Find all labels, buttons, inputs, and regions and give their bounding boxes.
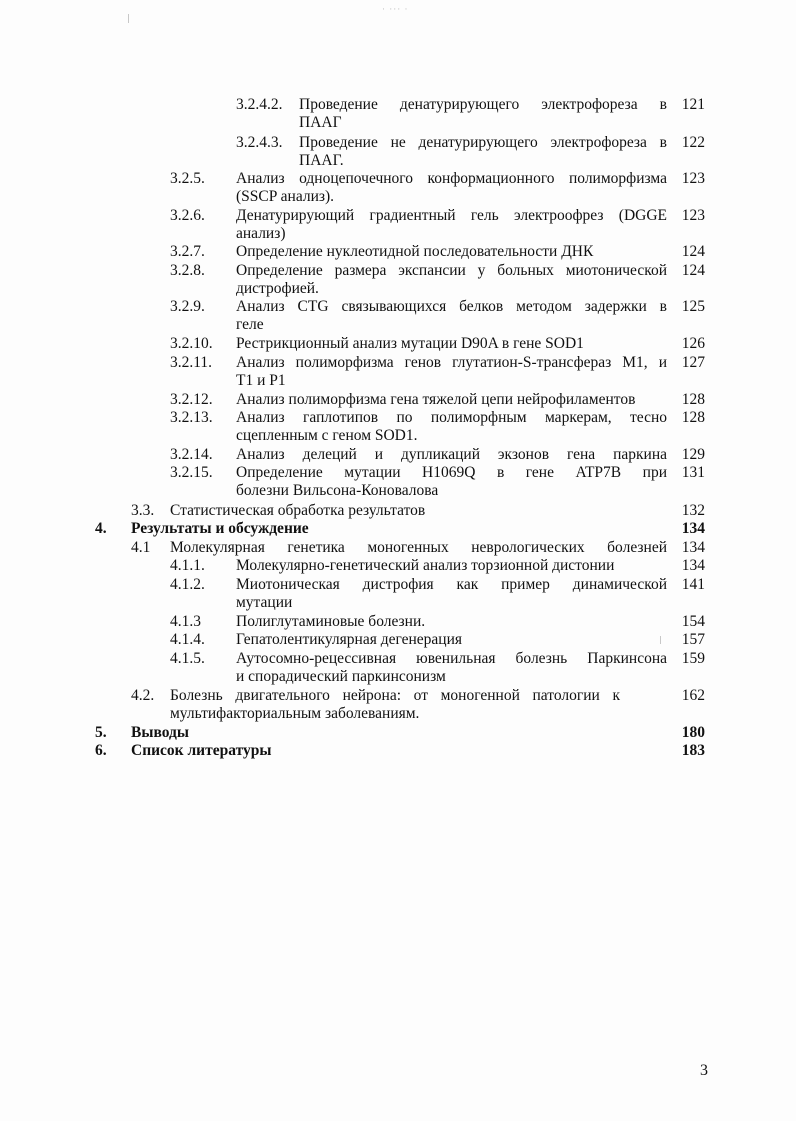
toc-entry-title-continuation: мультифакториальным заболеваниям.	[170, 705, 420, 722]
toc-entry-title-line: Болезнь двигательного нейрона: от моногенной патологии к	[170, 687, 620, 704]
toc-entry-number: 5.	[95, 724, 107, 741]
toc-entry-title	[236, 650, 667, 686]
toc-entry-number: 3.2.14.	[170, 446, 213, 463]
toc-entry-page: 129	[681, 446, 705, 463]
toc-entry-page: 128	[681, 409, 705, 426]
toc-entry-title	[236, 576, 667, 612]
toc-entry-number: 3.2.13.	[170, 409, 213, 426]
toc-entry-page: 121	[681, 96, 705, 113]
toc-entry-number: 4.	[95, 520, 107, 537]
toc-entry-title-line: Определение нуклеотидной последовательности ДНК	[236, 243, 594, 260]
toc-entry-title-line: Определение мутации H1069Q в гене ATP7B при	[236, 464, 667, 481]
toc-entry-title-line: Миотоническая дистрофия как пример динамической	[236, 576, 667, 593]
toc-entry-page: 125	[681, 298, 705, 315]
toc-entry-title	[236, 335, 667, 353]
toc-entry-number: 3.2.6.	[170, 207, 205, 224]
toc-entry-title-line: Денатурирующий градиентный гель электроофрез (DGGE	[236, 207, 667, 224]
toc-entry-title-continuation: T1 и P1	[236, 372, 286, 389]
toc-entry-page: 159	[681, 650, 705, 667]
page-number: 3	[700, 1062, 708, 1079]
toc-entry-number: 4.1.1.	[170, 557, 205, 574]
toc-entry-title-line: Проведение не денатурирующего электрофореза в	[299, 134, 667, 151]
toc-entry-number: 4.1.5.	[170, 650, 205, 667]
toc-entry-number: 3.2.7.	[170, 243, 205, 260]
toc-entry-page: 131	[681, 464, 705, 481]
toc-entry-page: 126	[681, 335, 705, 352]
toc-entry-page: 134	[681, 557, 705, 574]
toc-entry-number: 3.2.9.	[170, 298, 205, 315]
toc-entry-page: 128	[681, 391, 705, 408]
toc-entry-number: 3.2.10.	[170, 335, 213, 352]
toc-entry-title-continuation: ПААГ.	[299, 152, 344, 169]
toc-entry-title-line: Анализ полиморфизма гена тяжелой цепи нейрофиламентов	[236, 391, 636, 408]
toc-entry-number: 3.2.8.	[170, 262, 205, 279]
toc-entry-title	[236, 557, 667, 575]
toc-entry-page: 157	[681, 631, 705, 648]
toc-entry-title-line: Анализ одноцепочечного конформационного полиморфизма	[236, 170, 667, 187]
toc-entry-title	[236, 298, 667, 334]
toc-entry-title	[236, 631, 667, 649]
toc-entry-number: 3.2.4.3.	[236, 134, 283, 151]
toc-entry-title-line: Гепатолентикулярная дегенерация	[236, 631, 463, 648]
toc-entry-title-line: Список литературы	[131, 742, 272, 759]
toc-entry-page: 180	[681, 724, 705, 741]
toc-entry-title	[170, 687, 620, 723]
toc-entry-number: 4.1.2.	[170, 576, 205, 593]
toc-entry-title	[236, 243, 667, 261]
toc-entry-title	[236, 354, 667, 390]
toc-entry-title	[236, 409, 667, 445]
toc-entry-title-line: Аутосомно-рецессивная ювенильная болезнь Паркинсона	[236, 650, 667, 667]
toc-entry-title	[170, 502, 667, 520]
toc-entry-page: 124	[681, 243, 705, 260]
toc-entry-title-line: Определение размера экспансии у больных миотонической	[236, 262, 667, 279]
toc-entry-title	[236, 464, 667, 500]
toc-entry-page: 122	[681, 134, 705, 151]
toc-entry-page: 154	[681, 613, 705, 630]
toc-entry-number: 4.1.3	[170, 613, 201, 630]
toc-entry-title-continuation: ПААГ	[299, 114, 342, 131]
toc-entry-page: 141	[681, 576, 705, 593]
toc-entry-title-line: Анализ полиморфизма генов глутатион-S-трансфераз M1, и	[236, 354, 667, 371]
toc-entry-title-line: Молекулярно-генетический анализ торзионной дистонии	[236, 557, 615, 574]
toc-entry-page: 132	[681, 502, 705, 519]
toc-entry-title-line: Проведение денатурирующего электрофореза в	[299, 96, 667, 113]
toc-entry-page: 127	[681, 354, 705, 371]
toc-entry-number: 6.	[95, 742, 107, 759]
toc-entry-title-line: Полиглутаминовые болезни.	[236, 613, 426, 630]
toc-entry-title	[131, 742, 667, 760]
toc-entry-page: 162	[681, 687, 705, 704]
scan-artifact	[128, 14, 129, 23]
toc-entry-title-continuation: геле	[236, 316, 264, 333]
toc-entry-title	[236, 262, 667, 298]
toc-entry-title	[236, 446, 667, 464]
toc-entry-number: 4.1.4.	[170, 631, 205, 648]
toc-entry-title-line: Статистическая обработка результатов	[170, 502, 426, 519]
toc-entry-title	[131, 724, 667, 742]
toc-entry-title-continuation: и спорадический паркинсонизм	[236, 668, 446, 685]
toc-entry-number: 3.3.	[131, 502, 155, 519]
toc-entry-page: 124	[681, 262, 705, 279]
toc-entry-title	[236, 170, 667, 206]
toc-entry-number: 4.1	[131, 539, 151, 556]
toc-entry-page: 123	[681, 207, 705, 224]
toc-entry-title	[236, 391, 667, 409]
toc-entry-title-continuation: сцепленным с геном SOD1.	[236, 427, 418, 444]
toc-entry-number: 4.2.	[131, 687, 155, 704]
toc-entry-title-continuation: анализ)	[236, 225, 286, 242]
toc-entry-title-continuation: мутации	[236, 594, 293, 611]
toc-entry-title	[299, 96, 667, 132]
toc-entry-title-continuation: болезни Вильсона-Коновалова	[236, 482, 439, 499]
toc-entry-number: 3.2.15.	[170, 464, 213, 481]
toc-entry-title-line: Анализ гаплотипов по полиморфным маркерам, тесно	[236, 409, 667, 426]
toc-entry-title	[299, 134, 667, 170]
toc-entry-title-line: Рестрикционный анализ мутации D90A в гене SOD1	[236, 335, 584, 352]
toc-entry-number: 3.2.12.	[170, 391, 213, 408]
toc-entry-title-continuation: дистрофией.	[236, 280, 319, 297]
toc-entry-number: 3.2.11.	[170, 354, 213, 371]
toc-entry-page: 123	[681, 170, 705, 187]
toc-entry-page: 183	[681, 742, 705, 759]
toc-entry-title	[131, 520, 667, 538]
toc-entry-title-line: Выводы	[131, 724, 189, 741]
toc-entry-title-line: Анализ CTG связывающихся белков методом задержки в	[236, 298, 667, 315]
toc-entry-title	[170, 539, 667, 557]
toc-entry-page: 134	[681, 520, 705, 537]
toc-entry-number: 3.2.4.2.	[236, 96, 283, 113]
toc-entry-number: 3.2.5.	[170, 170, 205, 187]
toc-entry-title-continuation: (SSCP анализ).	[236, 188, 335, 205]
toc-entry-title-line: Результаты и обсуждение	[131, 520, 309, 537]
scan-mark: · ··· ·	[382, 4, 409, 14]
toc-entry-title	[236, 207, 667, 243]
toc-entry-page: 134	[681, 539, 705, 556]
toc-entry-title-line: Анализ делеций и дупликаций экзонов гена паркина	[236, 446, 667, 463]
toc-entry-title-line: Молекулярная генетика моногенных неврологических болезней	[170, 539, 667, 556]
toc-entry-title	[236, 613, 667, 631]
